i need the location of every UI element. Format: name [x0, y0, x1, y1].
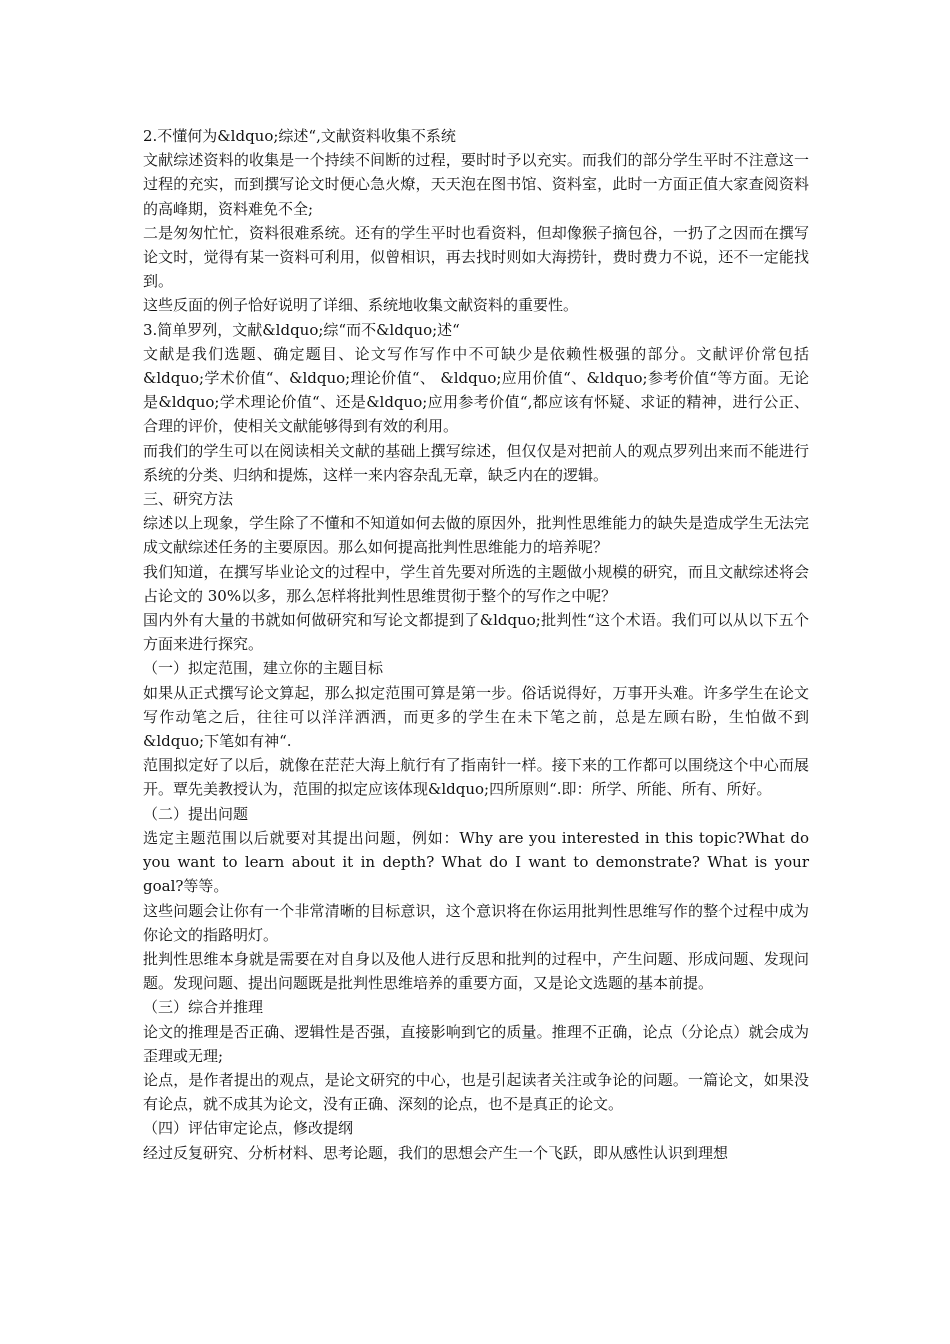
- body-paragraph: 论文的推理是否正确、逻辑性是否强，直接影响到它的质量。推理不正确，论点（分论点）就会成为歪理或无理;: [143, 1022, 809, 1065]
- body-paragraph: 经过反复研究、分析材料、思考论题，我们的思想会产生一个飞跃，即从感性认识到理想: [143, 1143, 729, 1162]
- body-paragraph: 二是匆匆忙忙，资料很难系统。还有的学生平时也看资料，但却像猴子摘包谷，一扔了之因而在撰写论文时，觉得有某一资料可利用，似曾相识，再去找时则如大海捞针，费时费力不说，还不一定能找到。: [143, 223, 809, 291]
- subsection-heading: （二）提出问题: [143, 804, 249, 823]
- subsection-heading: （一）拟定范围，建立你的主题目标: [143, 659, 384, 678]
- body-paragraph: 文献是我们选题、确定题目、论文写作写作中不可缺少是依赖性极强的部分。文献评价常包括&ldquo;学术价值“、&ldquo;理论价值“、 &ldquo;应用价值“、&ldquo;参考价值“等方面。无论是&ldquo;学术理论价值“、还是&ldquo;应用参考价值“,都应该有怀疑、求证的精神，进行公正、合理的评价，使相关文献能够得到有效的利用。: [143, 344, 809, 436]
- body-paragraph: 国内外有大量的书就如何做研究和写论文都提到了&ldquo;批判性“这个术语。我们可以从以下五个方面来进行探究。: [143, 611, 809, 654]
- subsection-heading: （三）综合并推理: [143, 998, 264, 1017]
- body-paragraph: 论点，是作者提出的观点，是论文研究的中心，也是引起读者关注或争论的问题。一篇论文，如果没有论点，就不成其为论文，没有正确、深刻的论点，也不是真正的论文。: [143, 1070, 809, 1114]
- body-paragraph: 批判性思维本身就是需要在对自身以及他人进行反思和批判的过程中，产生问题、形成问题、发现问题。发现问题、提出问题既是批判性思维培养的重要方面，又是论文选题的基本前提。: [143, 949, 809, 993]
- body-paragraph: 如果从正式撰写论文算起，那么拟定范围可算是第一步。俗话说得好，万事开头难。许多学生在论文写作动笔之后，往往可以洋洋洒洒，而更多的学生在未下笔之前，总是左顾右盼，生怕做不到&ldquo;下笔如有神“.: [143, 683, 809, 751]
- subsection-heading: （四）评估审定论点，修改提纲: [143, 1119, 354, 1138]
- body-paragraph: 文献综述资料的收集是一个持续不间断的过程，要时时予以充实。而我们的部分学生平时不注意这一过程的充实，而到撰写论文时便心急火燎，天天泡在图书馆、资料室，此时一方面正值大家查阅资料的高峰期，资料难免不全;: [143, 151, 809, 218]
- body-paragraph: 这些问题会让你有一个非常清晰的目标意识，这个意识将在你运用批判性思维写作的整个过程中成为你论文的指路明灯。: [143, 901, 809, 944]
- document-page: [143, 124, 809, 1165]
- body-paragraph: 综述以上现象，学生除了不懂和不知道如何去做的原因外，批判性思维能力的缺失是造成学生无法完成文献综述任务的主要原因。那么如何提高批判性思维能力的培养呢？: [143, 514, 809, 557]
- body-paragraph: 而我们的学生可以在阅读相关文献的基础上撰写综述，但仅仅是对把前人的观点罗列出来而不能进行系统的分类、归纳和提炼，这样一来内容杂乱无章，缺乏内在的逻辑。: [143, 441, 809, 484]
- section-heading: 3.简单罗列，文献&ldquo;综“而不&ldquo;述“: [143, 320, 460, 339]
- body-paragraph: 这些反面的例子恰好说明了详细、系统地收集文献资料的重要性。: [143, 296, 579, 315]
- body-paragraph: 选定主题范围以后就要对其提出问题，例如：Why are you interested in this topic?What do you want to learn about it in depth? What do I want to demonstrate? What is your goal?等等。: [143, 828, 809, 896]
- body-paragraph: 范围拟定好了以后，就像在茫茫大海上航行有了指南针一样。接下来的工作都可以围绕这个中心而展开。覃先美教授认为，范围的拟定应该体现&ldquo;四所原则“.即：所学、所能、所有、所好。: [143, 756, 809, 799]
- section-heading: 2.不懂何为&ldquo;综述“,文献资料收集不系统: [143, 127, 456, 145]
- section-heading: 三、研究方法: [143, 490, 234, 509]
- body-paragraph: 我们知道，在撰写毕业论文的过程中，学生首先要对所选的主题做小规模的研究，而且文献综述将会占论文的 30%以多，那么怎样将批判性思维贯彻于整个的写作之中呢？: [143, 562, 809, 605]
